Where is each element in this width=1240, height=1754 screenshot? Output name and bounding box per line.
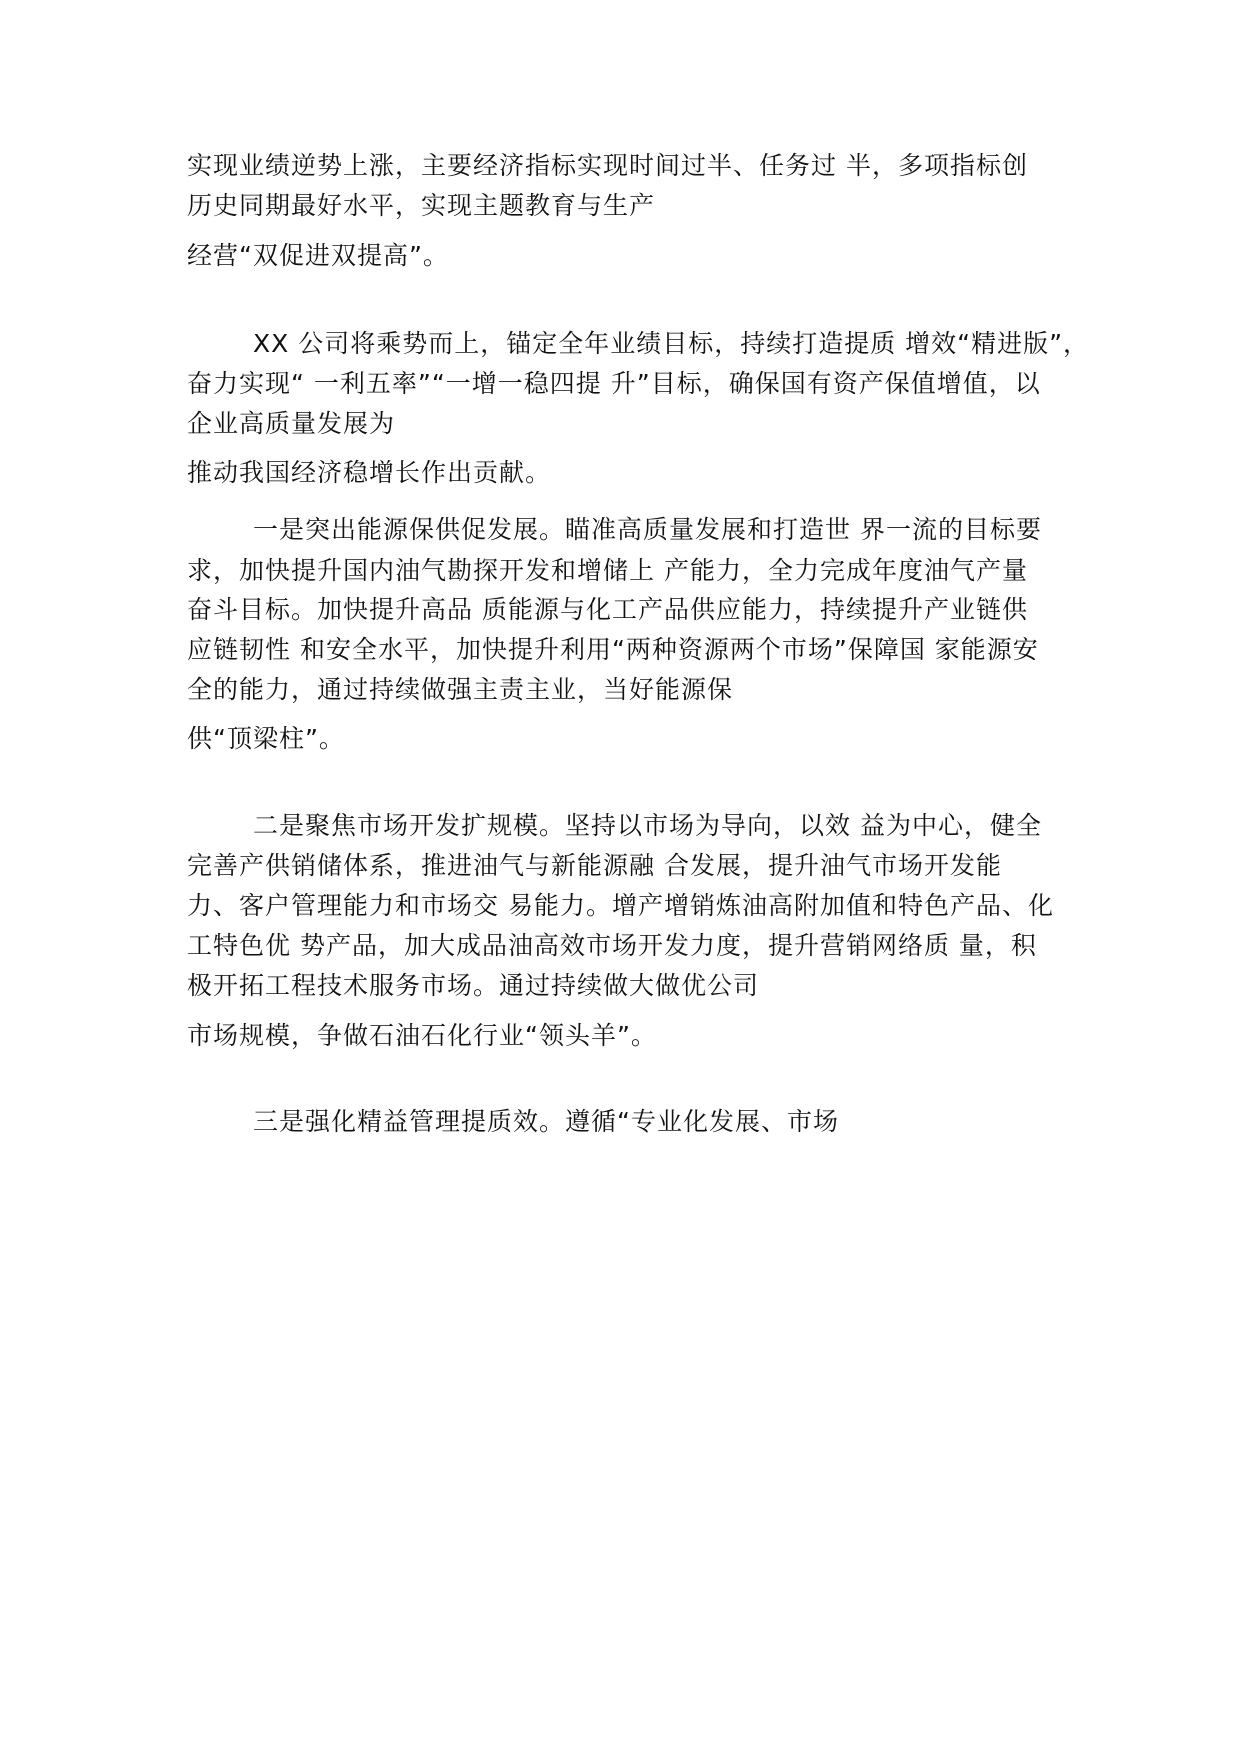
paragraph-2-line-1: XX 公司将乘势而上，锚定全年业绩目标，持续打造提质 增效“精进版”，	[253, 329, 1090, 358]
paragraph-3-line-2: 求，加快提升国内油气勘探开发和增储上 产能力，全力完成年度油气产量	[187, 556, 1028, 585]
paragraph-4-line-6: 市场规模，争做石油石化行业“领头羊”。	[187, 1021, 657, 1050]
paragraph-4-line-5: 极开拓工程技术服务市场。通过持续做大做优公司	[187, 971, 760, 1000]
paragraph-3-line-6: 供“顶梁柱”。	[187, 724, 345, 753]
paragraph-4-line-2: 完善产供销储体系，推进油气与新能源融 合发展，提升油气市场开发能	[187, 851, 1002, 880]
paragraph-4-line-1: 二是聚焦市场开发扩规模。坚持以市场为导向，以效 益为中心，健全	[253, 811, 1042, 840]
paragraph-2-line-4: 推动我国经济稳增长作出贡献。	[187, 458, 552, 487]
paragraph-2-line-3: 企业高质量发展为	[187, 409, 396, 438]
paragraph-2-line-2: 奋力实现“ 一利五率”“一增一稳四提 升”目标，确保国有资产保值增值，以	[187, 369, 1041, 398]
paragraph-3-line-1: 一是突出能源保供促发展。瞄准高质量发展和打造世 界一流的目标要	[253, 515, 1042, 544]
paragraph-1-line-3: 经营“双促进双提高”。	[187, 241, 449, 270]
paragraph-3-line-4: 应链韧性 和安全水平，加快提升利用“两种资源两个市场”保障国 家能源安	[187, 635, 1039, 664]
paragraph-1-line-2: 历史同期最好水平，实现主题教育与生产	[187, 191, 656, 220]
paragraph-4-line-4: 工特色优 势产品，加大成品油高效市场开发力度，提升营销网络质 量，积	[187, 931, 1037, 960]
paragraph-1-line-1: 实现业绩逆势上涨，主要经济指标实现时间过半、任务过 半，多项指标创	[187, 151, 1028, 180]
paragraph-3-line-5: 全的能力，通过持续做强主责主业，当好能源保	[187, 675, 734, 704]
paragraph-5-line-1: 三是强化精益管理提质效。遵循“专业化发展、市场	[253, 1107, 839, 1136]
paragraph-4-line-3: 力、客户管理能力和市场交 易能力。增产增销炼油高附加值和特色产品、化	[187, 891, 1054, 920]
paragraph-3-line-3: 奋斗目标。加快提升高品 质能源与化工产品供应能力，持续提升产业链供	[187, 595, 1028, 624]
